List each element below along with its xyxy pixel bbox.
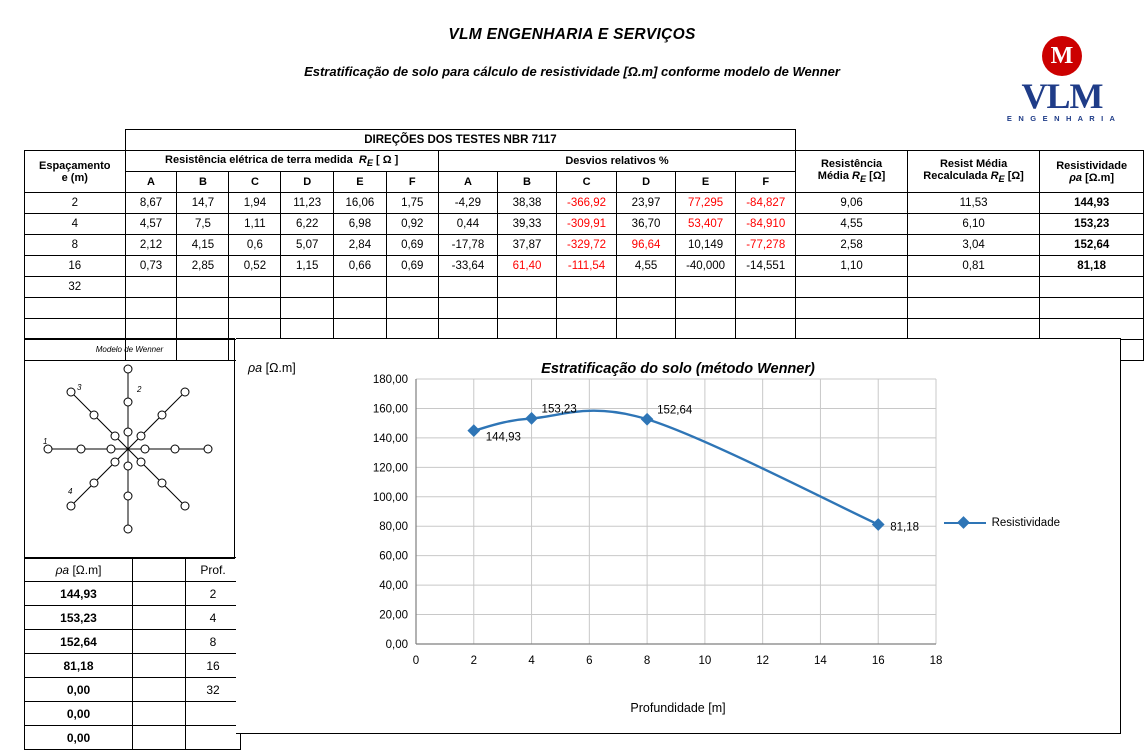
col-resistivity-header: Resistividade ρa [Ω.m] — [1040, 151, 1144, 193]
summary-row — [25, 654, 241, 678]
summary-rho-2: 152,64 — [25, 630, 133, 654]
svg-text:180,00: 180,00 — [372, 374, 408, 386]
cell-dev-4-3 — [617, 277, 676, 298]
cell-res-5-5 — [386, 298, 438, 319]
cell-res-0-1: 14,7 — [177, 193, 229, 214]
dir-letter-e-1: E — [334, 172, 387, 193]
cell-dev-0-3: 23,97 — [617, 193, 676, 214]
summary-col-rho: ρa [Ω.m] — [25, 558, 133, 582]
measurements-table — [24, 129, 1144, 361]
chart-title: Estratificação do solo (método Wenner) — [541, 361, 815, 377]
cell-res-2-3: 5,07 — [281, 235, 334, 256]
dir-letter-c-2: C — [556, 172, 616, 193]
cell-dev-0-1: 38,38 — [498, 193, 557, 214]
cell-dev-4-4 — [676, 277, 736, 298]
table-row — [25, 193, 1144, 214]
summary-row — [25, 702, 241, 726]
wenner-diagram-icon — [25, 354, 232, 544]
cell-res-1-1: 7,5 — [177, 214, 229, 235]
cell-dev-2-4: 10,149 — [676, 235, 736, 256]
table-header-row-1 — [25, 151, 1144, 172]
cell-dev-6-2 — [556, 319, 616, 340]
cell-res-4-0 — [125, 277, 177, 298]
cell-dev-4-0 — [438, 277, 497, 298]
dir-letter-e-2: E — [676, 172, 736, 193]
svg-text:8: 8 — [643, 655, 651, 667]
cell-spacing-3: 16 — [25, 256, 126, 277]
cell-recalc-5 — [907, 298, 1039, 319]
svg-text:152,64: 152,64 — [657, 404, 693, 417]
cell-dev-1-0: 0,44 — [438, 214, 497, 235]
summary-col-mid — [133, 558, 186, 582]
summary-mid-3 — [133, 654, 186, 678]
cell-dev-3-1: 61,40 — [498, 256, 557, 277]
wenner-model-box — [24, 338, 235, 559]
cell-dev-5-4 — [676, 298, 736, 319]
summary-mid-2 — [133, 630, 186, 654]
cell-res-4-3 — [281, 277, 334, 298]
cell-dev-6-1 — [498, 319, 557, 340]
cell-avg-3: 1,10 — [796, 256, 908, 277]
cell-dev-5-1 — [498, 298, 557, 319]
cell-res-2-0: 2,12 — [125, 235, 177, 256]
table-group-header-row — [25, 130, 1144, 151]
cell-dev-5-3 — [617, 298, 676, 319]
wenner-label-3: 3 — [77, 383, 82, 392]
logo-tagline: E N G E N H A R I A — [1006, 114, 1118, 123]
cell-dev-5-0 — [438, 298, 497, 319]
wenner-caption: Modelo de Wenner — [95, 345, 164, 354]
company-title: VLM ENGENHARIA E SERVIÇOS — [448, 26, 696, 43]
cell-spacing-2: 8 — [25, 235, 126, 256]
cell-spacing-6 — [25, 319, 126, 340]
cell-dev-0-4: 77,295 — [676, 193, 736, 214]
summary-prof-0: 2 — [186, 582, 241, 606]
cell-dev-5-2 — [556, 298, 616, 319]
table-row — [25, 319, 1144, 340]
summary-row — [25, 582, 241, 606]
cell-dev-2-1: 37,87 — [498, 235, 557, 256]
summary-prof-4: 32 — [186, 678, 241, 702]
cell-res-3-3: 1,15 — [281, 256, 334, 277]
cell-res-3-5: 0,69 — [386, 256, 438, 277]
cell-avg-4 — [796, 277, 908, 298]
cell-rho-0: 144,93 — [1040, 193, 1144, 214]
legend-marker-icon — [957, 516, 970, 529]
cell-res-2-2: 0,6 — [229, 235, 281, 256]
col-average-header: Resistência Média $R_E$ [Ω] — [796, 151, 908, 193]
cell-res-1-5: 0,92 — [386, 214, 438, 235]
svg-text:144,93: 144,93 — [485, 431, 521, 444]
svg-text:18: 18 — [929, 655, 943, 667]
summary-row — [25, 726, 241, 750]
cell-res-6-3 — [281, 319, 334, 340]
cell-res-1-3: 6,22 — [281, 214, 334, 235]
cell-dev-6-5 — [736, 319, 796, 340]
cell-res-0-5: 1,75 — [386, 193, 438, 214]
cell-res-6-4 — [334, 319, 387, 340]
cell-res-0-2: 1,94 — [229, 193, 281, 214]
dir-letter-d-2: D — [617, 172, 676, 193]
dir-letter-b-2: B — [498, 172, 557, 193]
cell-res-3-0: 0,73 — [125, 256, 177, 277]
col-deviation-header: Desvios relativos % — [438, 151, 796, 172]
cell-res-4-5 — [386, 277, 438, 298]
dir-letter-b-1: B — [177, 172, 229, 193]
cell-avg-2: 2,58 — [796, 235, 908, 256]
cell-res-5-1 — [177, 298, 229, 319]
svg-text:153,23: 153,23 — [541, 403, 577, 416]
dir-letter-c-1: C — [229, 172, 281, 193]
summary-header-row — [25, 558, 241, 582]
chart-plot — [236, 339, 1120, 733]
chart-x-axis-label: Profundidade [m] — [630, 701, 726, 715]
wenner-label-4: 4 — [68, 487, 73, 496]
summary-prof-2: 8 — [186, 630, 241, 654]
cell-dev-2-2: -329,72 — [556, 235, 616, 256]
cell-spacing-1: 4 — [25, 214, 126, 235]
legend-line-icon — [944, 522, 986, 524]
table-row — [25, 298, 1144, 319]
cell-dev-0-2: -366,92 — [556, 193, 616, 214]
summary-rho-5: 0,00 — [25, 702, 133, 726]
svg-text:16: 16 — [871, 655, 885, 667]
cell-res-3-4: 0,66 — [334, 256, 387, 277]
cell-dev-2-5: -77,278 — [736, 235, 796, 256]
cell-res-0-4: 16,06 — [334, 193, 387, 214]
cell-dev-3-4: -40,000 — [676, 256, 736, 277]
cell-res-5-2 — [229, 298, 281, 319]
svg-text:81,18: 81,18 — [890, 521, 920, 534]
cell-dev-6-4 — [676, 319, 736, 340]
dir-letter-f-2: F — [736, 172, 796, 193]
chart-container — [236, 338, 1121, 734]
cell-res-4-4 — [334, 277, 387, 298]
dir-letter-f-1: F — [386, 172, 438, 193]
svg-text:0,00: 0,00 — [385, 639, 408, 651]
wenner-label-2: 2 — [137, 385, 142, 394]
cell-rho-1: 153,23 — [1040, 214, 1144, 235]
cell-res-5-3 — [281, 298, 334, 319]
svg-text:80,00: 80,00 — [379, 521, 408, 534]
cell-res-0-0: 8,67 — [125, 193, 177, 214]
cell-dev-1-5: -84,910 — [736, 214, 796, 235]
svg-text:120,00: 120,00 — [372, 462, 408, 475]
cell-rho-2: 152,64 — [1040, 235, 1144, 256]
summary-prof-3: 16 — [186, 654, 241, 678]
summary-rho-1: 153,23 — [25, 606, 133, 630]
cell-res-5-4 — [334, 298, 387, 319]
group-title-cell: DIREÇÕES DOS TESTES NBR 7117 — [125, 130, 796, 151]
col-spacing-header: Espaçamento e (m) — [25, 151, 126, 193]
summary-mid-0 — [133, 582, 186, 606]
cell-dev-4-2 — [556, 277, 616, 298]
summary-row — [25, 606, 241, 630]
cell-recalc-4 — [907, 277, 1039, 298]
cell-dev-0-0: -4,29 — [438, 193, 497, 214]
cell-dev-2-0: -17,78 — [438, 235, 497, 256]
cell-res-5-0 — [125, 298, 177, 319]
summary-rho-3: 81,18 — [25, 654, 133, 678]
cell-spacing-0: 2 — [25, 193, 126, 214]
cell-recalc-2: 3,04 — [907, 235, 1039, 256]
cell-recalc-0: 11,53 — [907, 193, 1039, 214]
cell-rho-5 — [1040, 298, 1144, 319]
cell-dev-4-5 — [736, 277, 796, 298]
cell-spacing-5 — [25, 298, 126, 319]
chart-y-axis-label: ρa [Ω.m] — [248, 361, 296, 375]
cell-res-1-0: 4,57 — [125, 214, 177, 235]
svg-text:40,00: 40,00 — [379, 580, 408, 593]
logo-wordmark: VLM — [1021, 76, 1103, 116]
dir-letter-d-1: D — [281, 172, 334, 193]
cell-res-4-1 — [177, 277, 229, 298]
cell-dev-3-0: -33,64 — [438, 256, 497, 277]
document-subtitle: Estratificação de solo para cálculo de resistividade [Ω.m] conforme modelo de Wenner — [304, 64, 840, 79]
col-resistance-header: Resistência elétrica de terra medida $R_E$ [ Ω ] — [125, 151, 438, 172]
cell-res-1-4: 6,98 — [334, 214, 387, 235]
table-row — [25, 256, 1144, 277]
dir-letter-a-2: A — [438, 172, 497, 193]
svg-text:100,00: 100,00 — [372, 491, 408, 504]
document-header — [0, 26, 1144, 79]
vlm-logo — [1002, 36, 1122, 123]
cell-res-6-5 — [386, 319, 438, 340]
cell-dev-6-0 — [438, 319, 497, 340]
cell-avg-0: 9,06 — [796, 193, 908, 214]
cell-avg-1: 4,55 — [796, 214, 908, 235]
summary-prof-1: 4 — [186, 606, 241, 630]
cell-dev-3-2: -111,54 — [556, 256, 616, 277]
cell-res-2-5: 0,69 — [386, 235, 438, 256]
cell-res-6-2 — [229, 319, 281, 340]
cell-dev-4-1 — [498, 277, 557, 298]
svg-text:6: 6 — [586, 655, 593, 667]
summary-row — [25, 678, 241, 702]
cell-spacing-4: 32 — [25, 277, 126, 298]
svg-text:20,00: 20,00 — [379, 609, 408, 622]
cell-res-2-1: 4,15 — [177, 235, 229, 256]
summary-row — [25, 630, 241, 654]
cell-rho-3: 81,18 — [1040, 256, 1144, 277]
cell-dev-1-4: 53,407 — [676, 214, 736, 235]
cell-res-0-3: 11,23 — [281, 193, 334, 214]
cell-rho-6 — [1040, 319, 1144, 340]
summary-table — [24, 557, 241, 750]
svg-text:160,00: 160,00 — [372, 403, 408, 416]
summary-prof-5 — [186, 702, 241, 726]
table-row — [25, 214, 1144, 235]
table-row — [25, 277, 1144, 298]
cell-res-6-0 — [125, 319, 177, 340]
cell-dev-1-2: -309,91 — [556, 214, 616, 235]
svg-text:10: 10 — [698, 655, 712, 667]
summary-rho-0: 144,93 — [25, 582, 133, 606]
cell-avg-5 — [796, 298, 908, 319]
chart-legend — [944, 517, 1060, 529]
svg-text:2: 2 — [470, 655, 477, 667]
summary-mid-5 — [133, 702, 186, 726]
cell-res-3-2: 0,52 — [229, 256, 281, 277]
cell-dev-1-3: 36,70 — [617, 214, 676, 235]
svg-text:4: 4 — [528, 655, 535, 667]
cell-rho-4 — [1040, 277, 1144, 298]
svg-text:14: 14 — [814, 655, 827, 667]
cell-recalc-1: 6,10 — [907, 214, 1039, 235]
logo-letter: M — [1050, 43, 1074, 69]
cell-dev-3-3: 4,55 — [617, 256, 676, 277]
cell-dev-1-1: 39,33 — [498, 214, 557, 235]
cell-recalc-6 — [907, 319, 1039, 340]
cell-dev-0-5: -84,827 — [736, 193, 796, 214]
cell-avg-6 — [796, 319, 908, 340]
summary-col-prof: Prof. — [186, 558, 241, 582]
table-row — [25, 235, 1144, 256]
cell-res-2-4: 2,84 — [334, 235, 387, 256]
svg-text:12: 12 — [756, 655, 770, 667]
cell-dev-5-5 — [736, 298, 796, 319]
cell-res-1-2: 1,11 — [229, 214, 281, 235]
svg-text:60,00: 60,00 — [379, 550, 408, 563]
summary-rho-6: 0,00 — [25, 726, 133, 750]
cell-res-6-1 — [177, 319, 229, 340]
summary-mid-6 — [133, 726, 186, 750]
dir-letter-a-1: A — [125, 172, 177, 193]
cell-dev-2-3: 96,64 — [617, 235, 676, 256]
cell-dev-3-5: -14,551 — [736, 256, 796, 277]
svg-text:0: 0 — [412, 655, 420, 667]
svg-text:140,00: 140,00 — [372, 432, 408, 445]
cell-res-3-1: 2,85 — [177, 256, 229, 277]
cell-res-4-2 — [229, 277, 281, 298]
logo-disc-icon — [1042, 36, 1082, 76]
legend-label: Resistividade — [991, 517, 1060, 529]
summary-mid-4 — [133, 678, 186, 702]
summary-prof-6 — [186, 726, 241, 750]
col-recalculated-header: Resist Média Recalculada $R_E$ [Ω] — [907, 151, 1039, 193]
summary-rho-4: 0,00 — [25, 678, 133, 702]
summary-mid-1 — [133, 606, 186, 630]
wenner-label-1: 1 — [43, 437, 48, 446]
cell-recalc-3: 0,81 — [907, 256, 1039, 277]
cell-dev-6-3 — [617, 319, 676, 340]
